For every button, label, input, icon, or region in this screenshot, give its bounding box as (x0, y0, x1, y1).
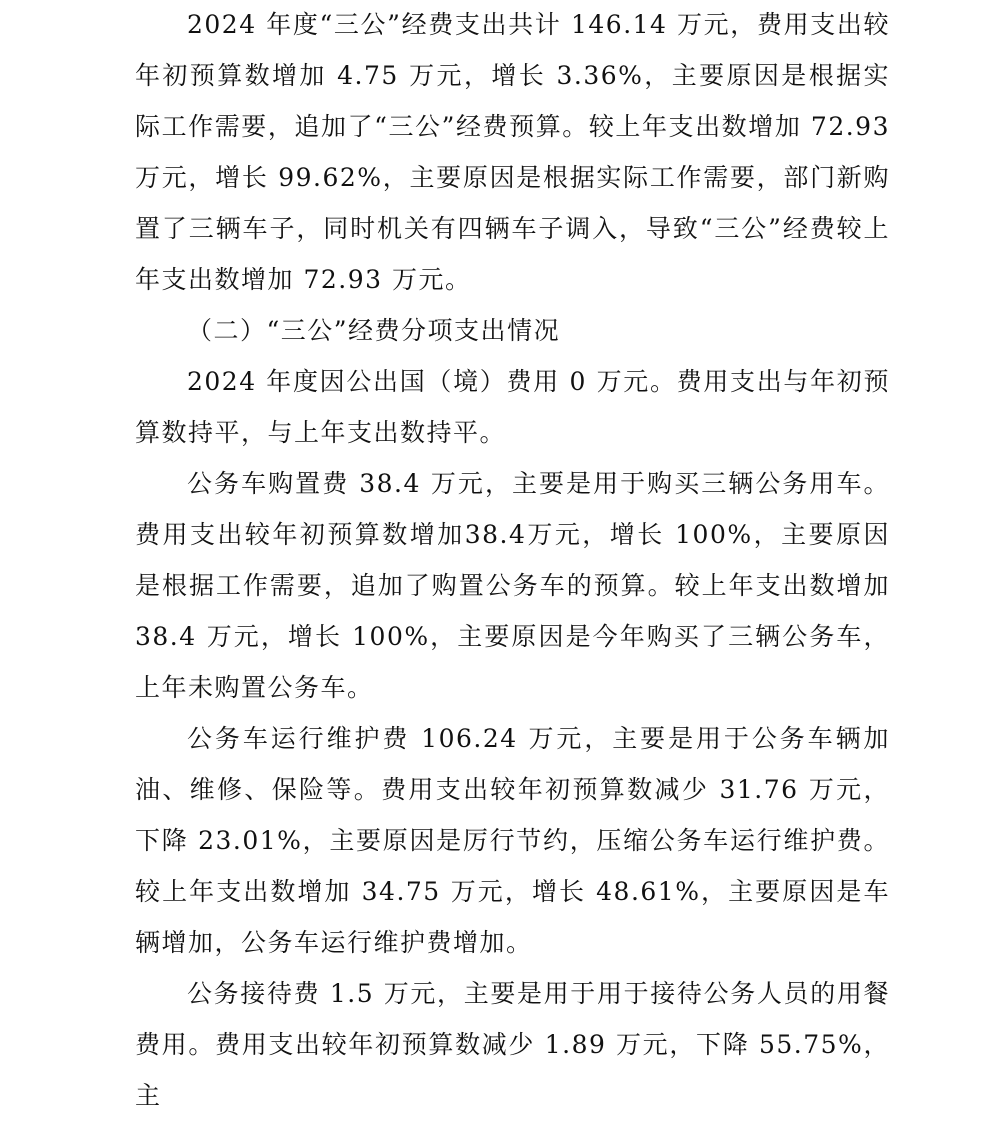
paragraph-vehicle-maintenance: 公务车运行维护费 106.24 万元，主要是用于公务车辆加油、维修、保险等。费用支出较年初预算数减少 31.76 万元，下降 23.01%，主要原因是厉行节约，压缩公务车运行维护费。较上年支出数增加 34.75 万元，增长 48.61%，主要原因是车辆增加，公务车运行维护费增加。 (135, 724, 890, 957)
paragraph-vehicle-purchase: 公务车购置费 38.4 万元，主要是用于购买三辆公务用车。费用支出较年初预算数增加38.4万元，增长 100%，主要原因是根据工作需要，追加了购置公务车的预算。较上年支出数增加 38.4 万元，增长 100%，主要原因是今年购买了三辆公务车，上年未购置公务车。 (135, 469, 890, 702)
document-body (135, 0, 890, 1121)
paragraph-official-reception: 公务接待费 1.5 万元，主要是用于用于接待公务人员的用餐费用。费用支出较年初预算数减少 1.89 万元，下降 55.75%，主 (135, 979, 890, 1110)
paragraph-overseas-travel: 2024 年度因公出国（境）费用 0 万元。费用支出与年初预算数持平，与上年支出数持平。 (135, 367, 890, 447)
paragraph-total-expenditure: 2024 年度“三公”经费支出共计 146.14 万元，费用支出较年初预算数增加 4.75 万元，增长 3.36%，主要原因是根据实际工作需要，追加了“三公”经费预算。较上年支出数增加 72.93 万元，增长 99.62%，主要原因是根据实际工作需要，部门新购置了三辆车子，同时机关有四辆车子调入，导致“三公”经费较上年支出数增加 72.93 万元。 (135, 10, 890, 294)
section-heading-itemized: （二）“三公”经费分项支出情况 (187, 316, 561, 345)
